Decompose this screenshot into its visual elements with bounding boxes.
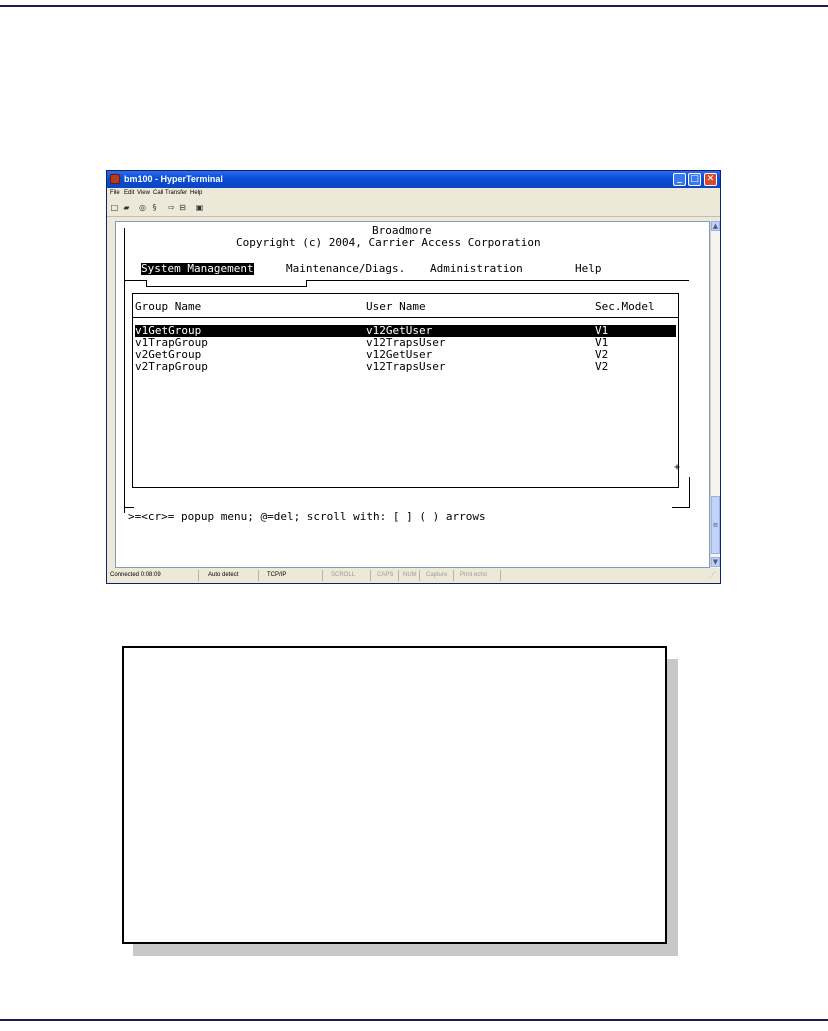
status-num: NUM bbox=[403, 572, 417, 578]
status-print-echo: Print echo bbox=[460, 572, 488, 578]
nav-help[interactable]: Help bbox=[575, 262, 602, 275]
properties-icon[interactable]: ▣ bbox=[195, 203, 204, 212]
status-divider bbox=[370, 570, 371, 581]
col-group-name: Group Name bbox=[135, 300, 202, 313]
status-divider bbox=[322, 570, 323, 581]
command-hint: >=<cr>= popup menu; @=del; scroll with: [ ] ( ) arrows bbox=[128, 510, 486, 523]
top-page-rule bbox=[0, 5, 828, 7]
call-icon[interactable]: ◎ bbox=[139, 203, 146, 212]
title-bar[interactable] bbox=[107, 171, 720, 188]
receive-icon[interactable]: ⊟ bbox=[179, 203, 186, 212]
terminal-screen[interactable] bbox=[115, 221, 710, 568]
cell-user: v12GetUser bbox=[366, 324, 433, 337]
menu-help[interactable]: Help bbox=[190, 190, 203, 196]
frame-bottom-left-rule bbox=[124, 507, 134, 508]
menu-view[interactable]: View bbox=[137, 190, 150, 196]
header-rule bbox=[133, 317, 678, 318]
frame-bottom-right bbox=[672, 507, 690, 508]
cell-model: V1 bbox=[595, 336, 609, 349]
menu-file[interactable]: File bbox=[110, 190, 120, 196]
close-button[interactable]: ✕ bbox=[704, 173, 717, 186]
status-caps: CAPS bbox=[377, 572, 394, 578]
status-detect: Auto detect bbox=[208, 572, 239, 578]
open-icon[interactable]: ▰ bbox=[123, 203, 130, 212]
maximize-button[interactable]: □ bbox=[688, 173, 701, 186]
toolbar bbox=[107, 200, 720, 217]
status-divider bbox=[198, 570, 199, 581]
status-divider bbox=[419, 570, 420, 581]
table-row[interactable] bbox=[135, 361, 676, 373]
window-title: bm100 - HyperTerminal bbox=[124, 174, 223, 184]
menu-tab-bottom bbox=[146, 286, 307, 287]
frame-right-end bbox=[689, 477, 690, 507]
status-divider bbox=[500, 570, 501, 581]
menu-call[interactable]: Call bbox=[153, 190, 164, 196]
header-copyright: Copyright (c) 2004, Carrier Access Corporation bbox=[236, 236, 541, 249]
frame-bottom-left bbox=[124, 503, 125, 513]
hyperterminal-window bbox=[106, 170, 721, 584]
menu-tab-top bbox=[146, 280, 306, 281]
cell-model: V1 bbox=[595, 324, 609, 337]
status-divider bbox=[453, 570, 454, 581]
vertical-scrollbar[interactable] bbox=[710, 221, 720, 568]
new-icon[interactable]: □ bbox=[110, 203, 119, 212]
status-scroll: SCROLL bbox=[331, 572, 356, 578]
send-icon[interactable]: ⇨ bbox=[168, 203, 175, 212]
scroll-thumb[interactable]: ≡ bbox=[711, 496, 720, 554]
frame-left bbox=[124, 228, 125, 503]
empty-note-box bbox=[122, 646, 667, 944]
cell-group: v1GetGroup bbox=[135, 324, 202, 337]
status-capture: Capture bbox=[426, 572, 448, 578]
resize-grip-icon[interactable]: ⋰ bbox=[709, 572, 716, 579]
status-protocol: TCP/IP bbox=[267, 572, 287, 578]
cell-group: v1TrapGroup bbox=[135, 336, 208, 349]
menu-transfer[interactable]: Transfer bbox=[165, 190, 188, 196]
nav-maintenance[interactable]: Maintenance/Diags. bbox=[286, 262, 406, 275]
status-divider bbox=[398, 570, 399, 581]
status-divider bbox=[258, 570, 259, 581]
status-bar bbox=[107, 568, 720, 583]
disconnect-icon[interactable]: § bbox=[152, 203, 157, 212]
menu-bar bbox=[107, 188, 720, 200]
cell-user: v12TrapsUser bbox=[366, 360, 446, 373]
cell-model: V2 bbox=[595, 360, 609, 373]
app-icon[interactable] bbox=[110, 174, 120, 184]
scroll-down-button[interactable]: ▼ bbox=[712, 558, 719, 566]
cell-user: v12GetUser bbox=[366, 348, 433, 361]
cell-group: v2TrapGroup bbox=[135, 360, 208, 373]
cell-model: V2 bbox=[595, 348, 609, 361]
bottom-page-rule bbox=[0, 1019, 828, 1021]
cursor-mark: + bbox=[674, 462, 681, 473]
col-sec-model: Sec.Model bbox=[595, 300, 655, 313]
group-table bbox=[132, 293, 679, 488]
col-user-name: User Name bbox=[366, 300, 426, 313]
status-connected: Connected 0:08:09 bbox=[110, 572, 161, 578]
minimize-button[interactable]: _ bbox=[673, 173, 686, 186]
nav-administration[interactable]: Administration bbox=[430, 262, 523, 275]
cell-group: v2GetGroup bbox=[135, 348, 202, 361]
menu-edit[interactable]: Edit bbox=[124, 190, 135, 196]
nav-system-management[interactable]: System Management bbox=[141, 262, 254, 275]
header-product: Broadmore bbox=[372, 224, 432, 237]
scroll-up-button[interactable]: ▲ bbox=[712, 222, 719, 230]
cell-user: v12TrapsUser bbox=[366, 336, 446, 349]
